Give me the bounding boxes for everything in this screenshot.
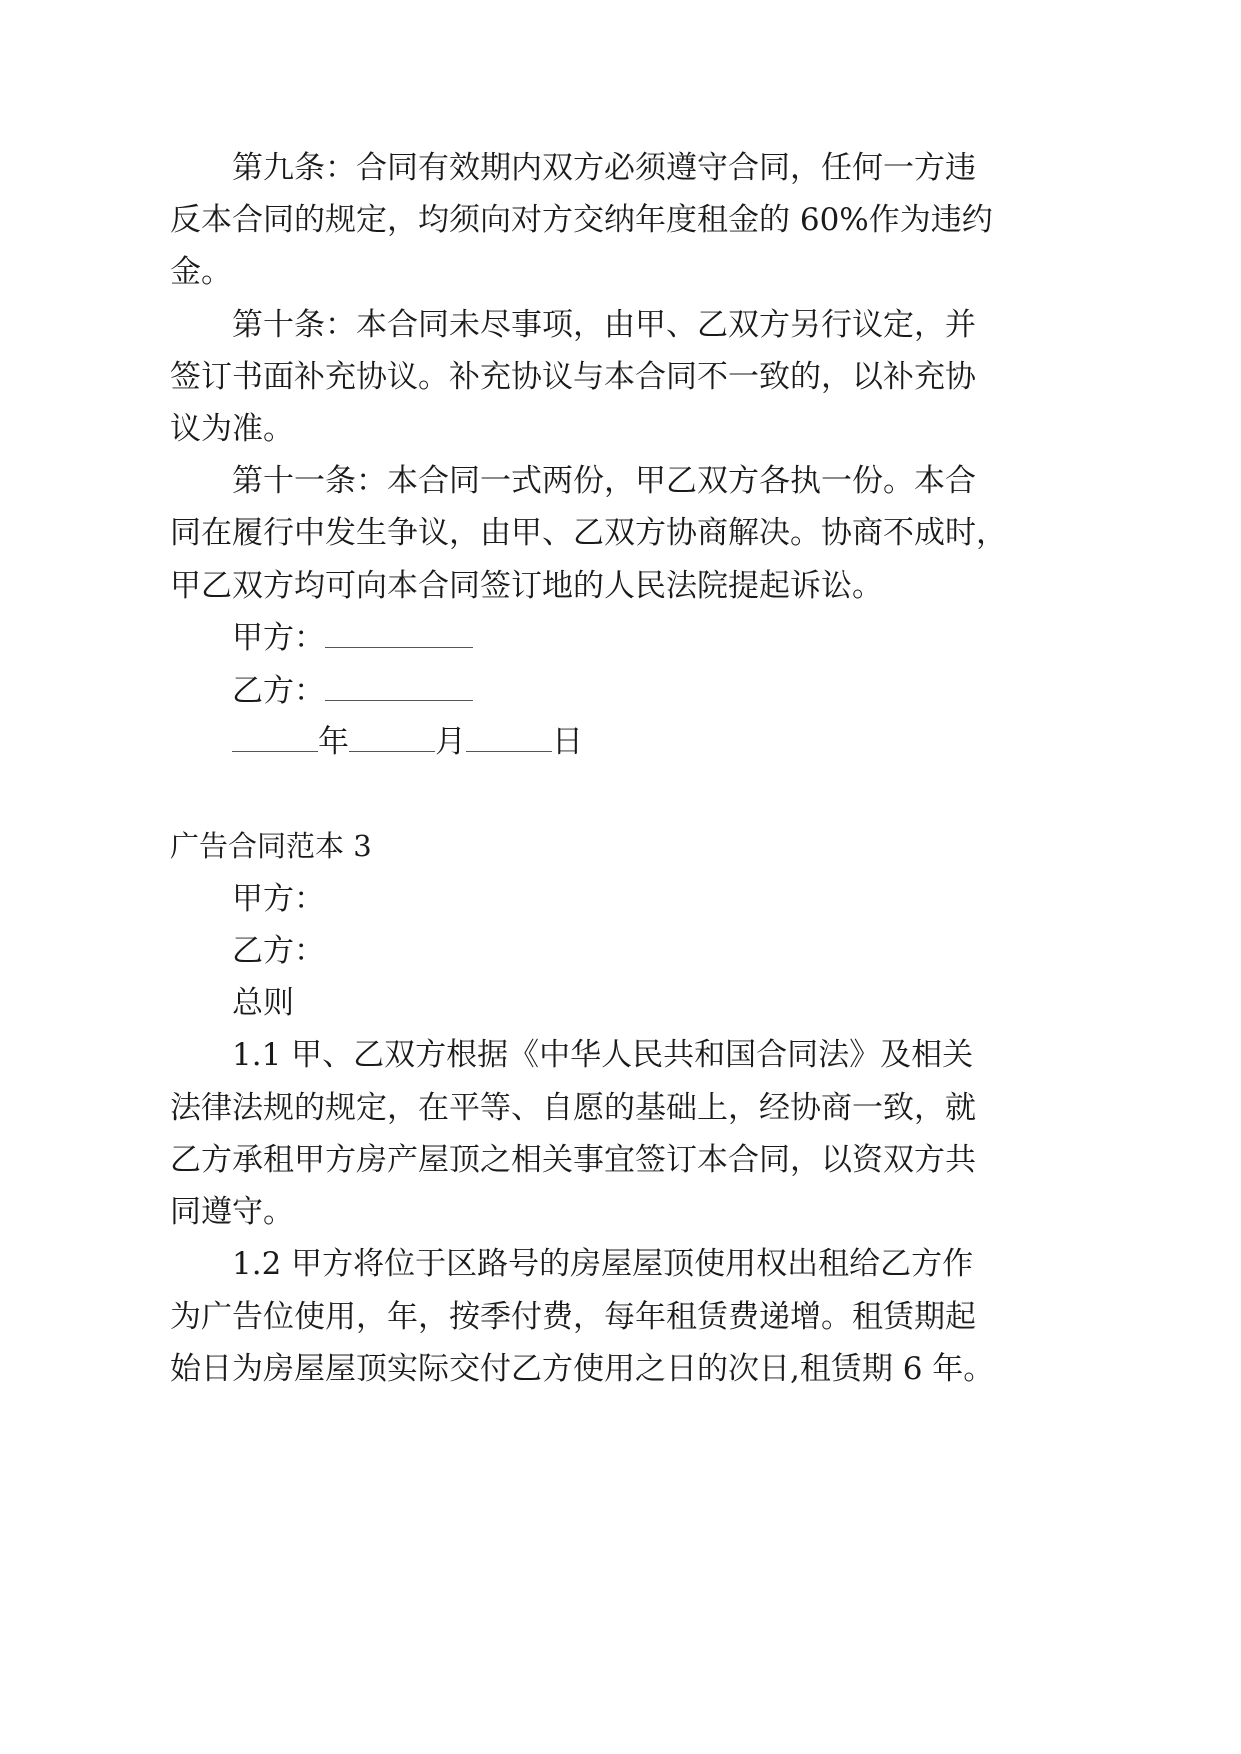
clause-1-2-line-3: 始日为房屋屋顶实际交付乙方使用之日的次日,租赁期 6 年。 xyxy=(170,1351,995,1387)
contract-3-title: 广告合同范本 3 xyxy=(170,829,372,863)
clause-1-1-line-4: 同遵守。 xyxy=(170,1194,294,1230)
contract-3-party-a: 甲方： xyxy=(232,881,325,917)
signature-party-a xyxy=(232,618,473,658)
party-b-blank xyxy=(325,672,473,701)
day-blank xyxy=(466,723,552,752)
article-9-line-1: 第九条：合同有效期内双方必须遵守合同，任何一方违 xyxy=(232,150,976,186)
contract-3-party-b: 乙方： xyxy=(232,933,325,969)
year-label: 年 xyxy=(318,724,349,760)
party-b-label: 乙方： xyxy=(232,673,325,709)
month-blank xyxy=(349,723,435,752)
article-11-line-1: 第十一条：本合同一式两份，甲乙双方各执一份。本合 xyxy=(232,463,976,499)
general-provisions-heading: 总则 xyxy=(232,985,294,1021)
article-11-line-3: 甲乙双方均可向本合同签订地的人民法院提起诉讼。 xyxy=(170,568,883,604)
year-blank xyxy=(232,723,318,752)
signature-party-b xyxy=(232,671,473,711)
article-10-line-3: 议为准。 xyxy=(170,411,294,447)
article-10-line-2: 签订书面补充协议。补充协议与本合同不一致的，以补充协 xyxy=(170,359,976,395)
clause-1-1-line-1: 1.1 甲、乙双方根据《中华人民共和国合同法》及相关 xyxy=(232,1037,974,1073)
clause-1-2-line-2: 为广告位使用，年，按季付费，每年租赁费递增。租赁期起 xyxy=(170,1299,976,1335)
clause-1-2-line-1: 1.2 甲方将位于区路号的房屋屋顶使用权出租给乙方作 xyxy=(232,1246,974,1282)
party-a-blank xyxy=(325,619,473,648)
clause-1-1-line-2: 法律法规的规定，在平等、自愿的基础上，经协商一致，就 xyxy=(170,1090,976,1126)
day-label: 日 xyxy=(552,724,583,760)
article-9-line-2: 反本合同的规定，均须向对方交纳年度租金的 60%作为违约 xyxy=(170,202,993,238)
article-11-line-2: 同在履行中发生争议，由甲、乙双方协商解决。协商不成时， xyxy=(170,515,1007,551)
party-a-label: 甲方： xyxy=(232,620,325,656)
signature-date xyxy=(232,722,583,762)
article-10-line-1: 第十条：本合同未尽事项，由甲、乙双方另行议定，并 xyxy=(232,307,976,343)
clause-1-1-line-3: 乙方承租甲方房产屋顶之相关事宜签订本合同，以资双方共 xyxy=(170,1142,976,1178)
article-9-line-3: 金。 xyxy=(170,254,232,290)
month-label: 月 xyxy=(435,724,466,760)
